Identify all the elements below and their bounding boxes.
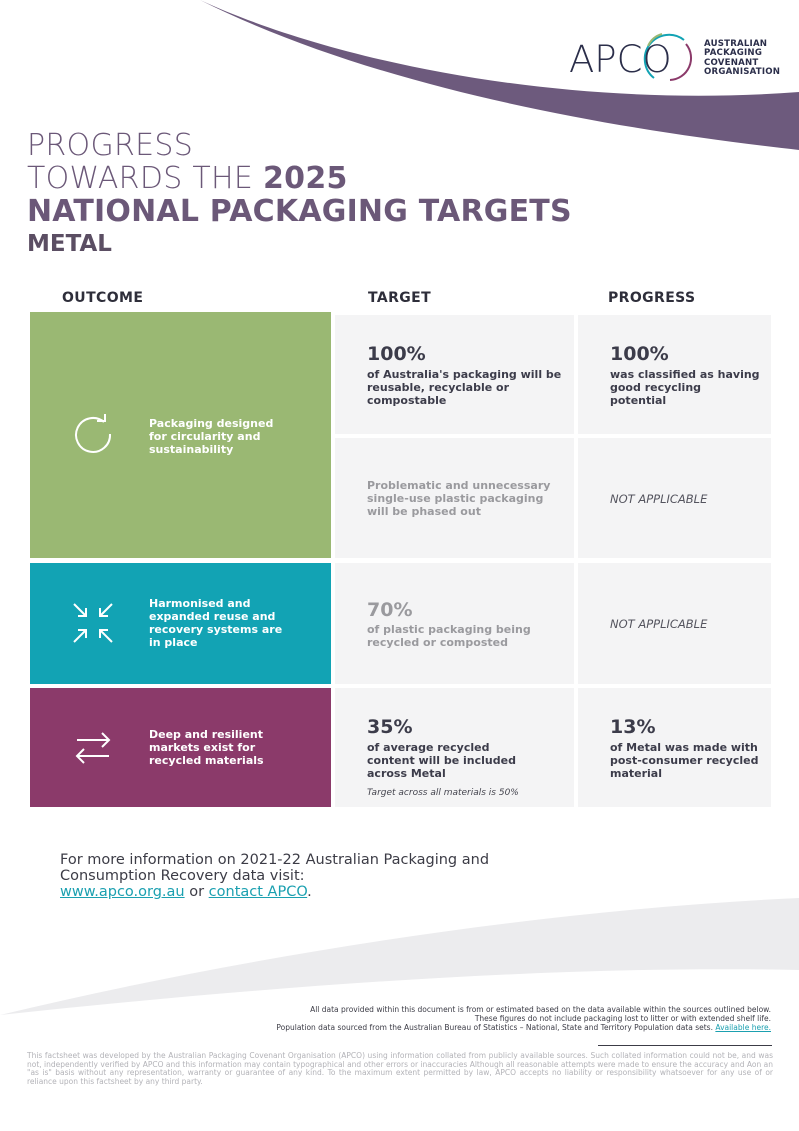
circular-arrow-icon: [70, 412, 116, 458]
page-title: PROGRESS TOWARDS THE 2025 NATIONAL PACKAGING TARGETS: [27, 128, 572, 229]
outcome-cell-reuse-recovery: Harmonised and expanded reuse and recovery systems are in place: [30, 563, 331, 684]
progress-cell-single-use-plastic: NOT APPLICABLE: [578, 438, 771, 558]
exchange-arrows-icon: [70, 725, 116, 771]
apco-website-link[interactable]: www.apco.org.au: [60, 884, 185, 900]
converging-arrows-icon: [70, 600, 116, 646]
population-data-link[interactable]: Available here.: [715, 1023, 771, 1032]
more-info-text: For more information on 2021-22 Australian Packaging and Consumption Recovery data visit: www.apco.org.au or contact APCO.: [60, 852, 490, 900]
apco-logo: [566, 26, 786, 88]
outcome-cell-circularity: Packaging designed for circularity and sustainability: [30, 312, 331, 558]
progress-column-header: PROGRESS: [608, 290, 696, 306]
logo-wordmark: APCO: [569, 38, 672, 81]
outcome-cell-recycled-markets: Deep and resilient markets exist for recycled materials: [30, 688, 331, 807]
target-cell-recycled-content: 35% of average recycled content will be included across Metal Target across all materials is 50%: [335, 688, 574, 807]
page-subtitle: METAL: [27, 231, 112, 257]
target-cell-single-use-plastic: Problematic and unnecessary single-use plastic packaging will be phased out: [335, 438, 574, 558]
progress-cell-recycled-content: 13% of Metal was made with post-consumer recycled material: [578, 688, 771, 807]
target-cell-recyclable: 100% of Australia's packaging will be reusable, recyclable or compostable: [335, 315, 574, 434]
progress-cell-recyclable: 100% was classified as having good recycling potential: [578, 315, 771, 434]
outcome-column-header: OUTCOME: [62, 290, 144, 306]
data-sources-note: All data provided within this document is from or estimated based on the data available within the sources outlined below. These figures do not include packaging lost to litter or with extended shelf life. Population data sourced from the Australian Bureau of Statistics – National, State and Territory Population data sets. Available here.: [276, 1005, 771, 1032]
divider-line: [598, 1045, 772, 1046]
logo-organisation-name: AUSTRALIAN PACKAGING COVENANT ORGANISATION: [704, 39, 781, 78]
target-column-header: TARGET: [368, 290, 432, 306]
progress-cell-plastic-recycled: NOT APPLICABLE: [578, 563, 771, 684]
target-cell-plastic-recycled: 70% of plastic packaging being recycled or composted: [335, 563, 574, 684]
disclaimer-text: This factsheet was developed by the Australian Packaging Covenant Organisation (APCO) using information collated from publicly available sources. Such collated information could not be, and was not, independently verified by APCO and this information may contain typographical and other errors or inaccuracies Although all reasonable attempts were made to ensure the accuracy and Aon an "as is" basis without any representation, warranty or guarantee of any kind. To the maximum extent permitted by law, APCO accepts no liability or responsibility whatsoever for any use of or reliance upon this factsheet by any third party.: [27, 1051, 773, 1086]
contact-apco-link[interactable]: contact APCO: [208, 884, 308, 900]
